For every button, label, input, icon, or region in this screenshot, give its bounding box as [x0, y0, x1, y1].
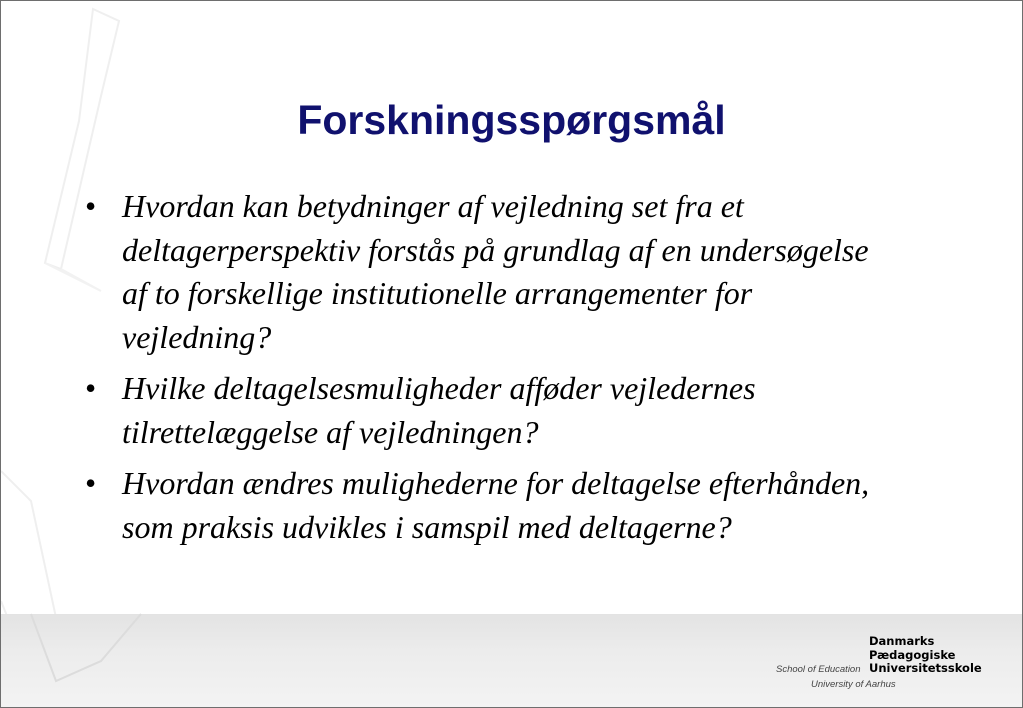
bullet-text: Hvordan kan betydninger af vejledning set fra et deltagerperspektiv forstås på grundlag af en undersøgelse af to forskellige institutionelle arrangementer for vejledning?	[122, 188, 869, 355]
university-logo	[776, 634, 982, 691]
logo-university-label: University of Aarhus	[811, 679, 896, 690]
slide-title: Forskningsspørgsmål	[297, 97, 726, 143]
bullet-item	[85, 185, 885, 359]
bullet-item	[85, 367, 885, 454]
bullet-marker: •	[85, 188, 97, 224]
bullet-list	[85, 185, 885, 557]
bullet-marker: •	[85, 370, 97, 406]
bullet-item	[85, 462, 885, 549]
logo-school-label: School of Education	[776, 664, 861, 675]
logo-institution-name: Danmarks Pædagogiske Universitetsskole	[869, 634, 982, 675]
bullet-text: Hvordan ændres mulighederne for deltagelse efterhånden, som praksis udvikles i samspil med deltagerne?	[122, 465, 870, 545]
bullet-text: Hvilke deltagelsesmuligheder afføder vejledernes tilrettelæggelse af vejledningen?	[122, 370, 756, 450]
bullet-marker: •	[85, 465, 97, 501]
decorative-swoosh-shape	[31, 614, 141, 681]
